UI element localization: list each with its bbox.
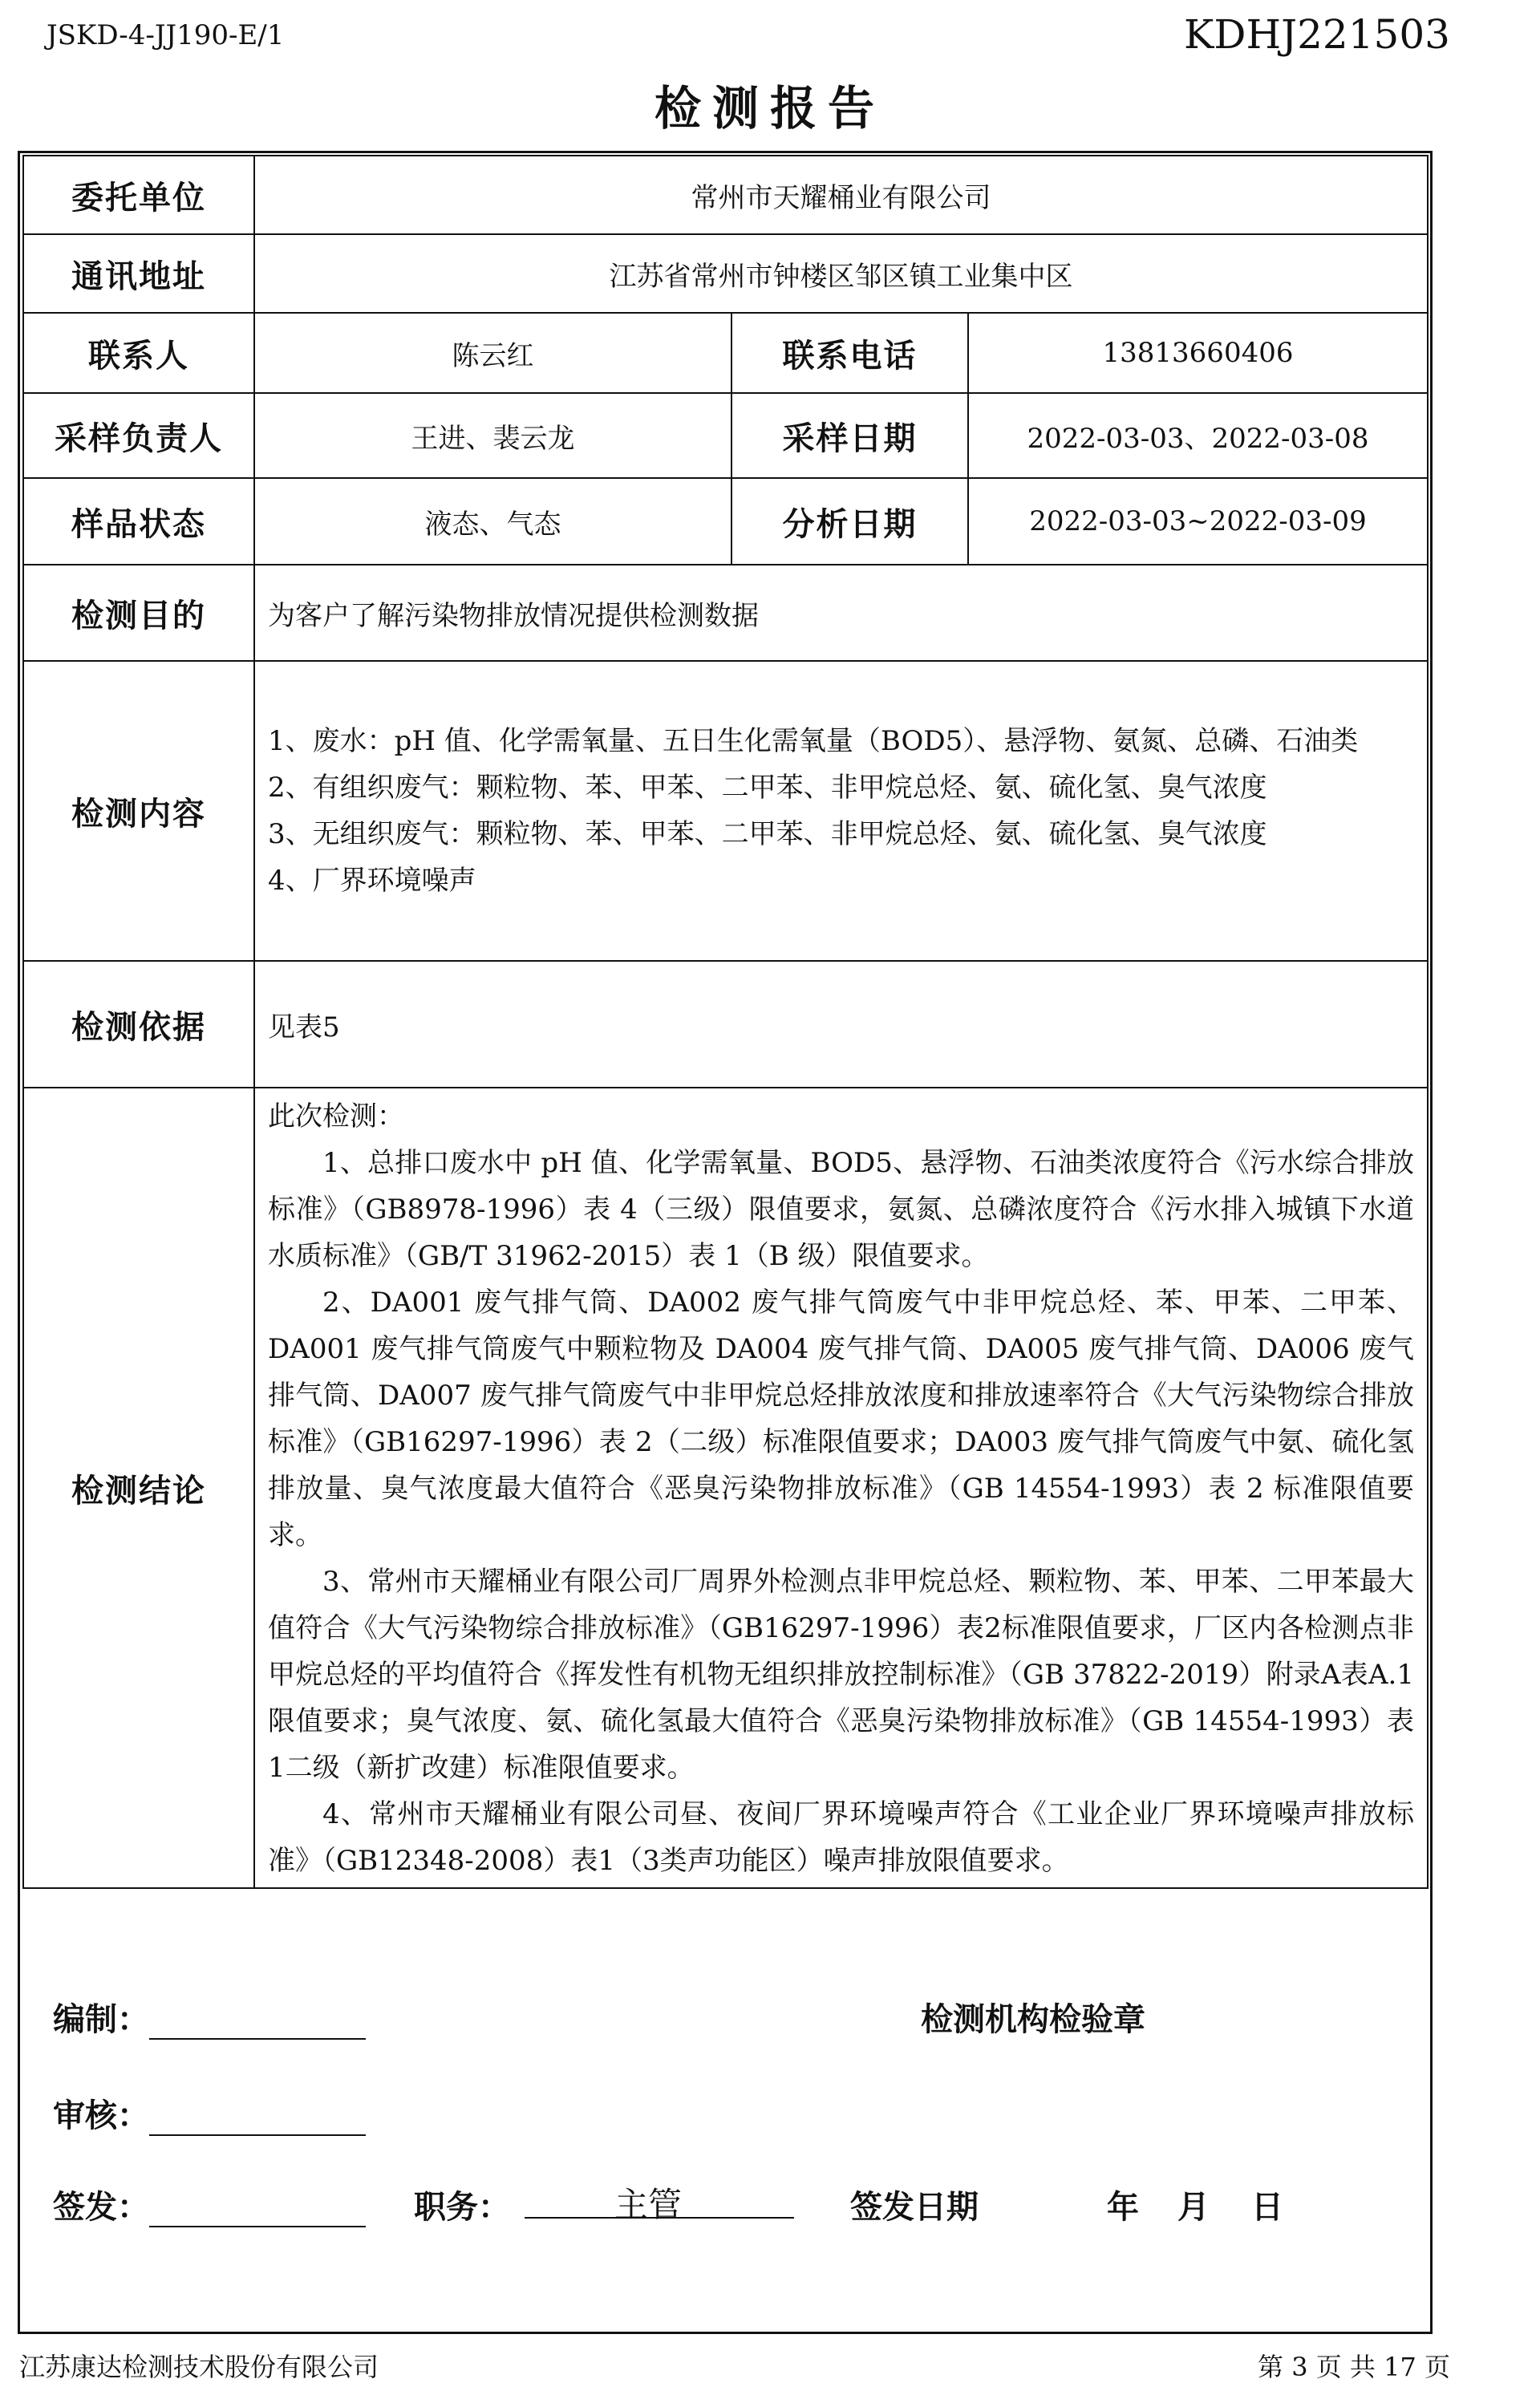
content-line: 3、无组织废气：颗粒物、苯、甲苯、二甲苯、非甲烷总烃、氨、硫化氢、臭气浓度	[268, 818, 1267, 850]
issued-signature-line	[149, 2190, 366, 2227]
basis-row	[23, 961, 1428, 1088]
sampling-date-label: 采样日期	[732, 393, 968, 478]
conclusion-row	[23, 1088, 1428, 1888]
page-title: 检测报告	[654, 81, 886, 136]
client-value: 常州市天耀桶业有限公司	[254, 156, 1428, 234]
sampler-label: 采样负责人	[23, 393, 254, 478]
footer-page-info: 第 3 页 共 17 页	[1258, 2352, 1450, 2382]
client-row	[23, 156, 1428, 234]
contact-row	[23, 313, 1428, 393]
sample-state-row	[23, 478, 1428, 565]
conclusion-label: 检测结论	[23, 1088, 254, 1888]
issued-label: 签发：	[53, 2189, 149, 2226]
sampling-date-value: 2022-03-03、2022-03-08	[968, 393, 1428, 478]
year-label: 年	[1107, 2189, 1139, 2226]
report-table	[22, 155, 1429, 1889]
contact-label: 联系人	[23, 313, 254, 393]
conclusion-paragraph: 1、总排口废水中 pH 值、化学需氧量、BOD5、悬浮物、石油类浓度符合《污水综合排放标准》（GB8978-1996）表 4（三级）限值要求，氨氮、总磷浓度符合《污水排入城镇下水道水质标准》（GB/T 31962-2015）表 1（B 级）限值要求。	[268, 1147, 1414, 1272]
content-line: 2、有组织废气：颗粒物、苯、甲苯、二甲苯、非甲烷总烃、氨、硫化氢、臭气浓度	[268, 772, 1267, 804]
day-label: 日	[1251, 2189, 1283, 2226]
sampler-value: 王进、裴云龙	[254, 393, 732, 478]
issued-by	[53, 2182, 366, 2227]
report-number: KDHJ221503	[1184, 11, 1450, 58]
purpose-value: 为客户了解污染物排放情况提供检测数据	[254, 565, 1428, 661]
address-label: 通讯地址	[23, 234, 254, 313]
phone-value: 13813660406	[968, 313, 1428, 393]
content-cell	[254, 661, 1428, 961]
compiled-by	[53, 1994, 366, 2040]
content-line: 1、废水：pH 值、化学需氧量、五日生化需氧量（BOD5）、悬浮物、氨氮、总磷、石油类	[268, 725, 1359, 757]
contact-value: 陈云红	[254, 313, 732, 393]
position-value: 主管	[614, 2185, 683, 2224]
reviewed-signature-line	[149, 2099, 366, 2136]
seal-label: 检测机构检验章	[921, 2001, 1145, 2038]
conclusion-intro: 此次检测：	[268, 1100, 404, 1133]
content-row	[23, 661, 1428, 961]
compiled-signature-line	[149, 2003, 366, 2040]
month-label: 月	[1177, 2189, 1210, 2226]
reviewed-by	[53, 2090, 366, 2136]
sampler-row	[23, 393, 1428, 478]
compiled-label: 编制：	[53, 2001, 149, 2038]
sample-state-value: 液态、气态	[254, 478, 732, 565]
reviewed-label: 审核：	[53, 2097, 149, 2134]
position-label: 职务：	[414, 2189, 510, 2226]
document-code: JSKD-4-JJ190-E/1	[47, 19, 285, 51]
sample-state-label: 样品状态	[23, 478, 254, 565]
conclusion-paragraph: 3、常州市天耀桶业有限公司厂周界外检测点非甲烷总烃、颗粒物、苯、甲苯、二甲苯最大值符合《大气污染物综合排放标准》（GB16297-1996）表2标准限值要求，厂区内各检测点非甲烷总烃的平均值符合《挥发性有机物无组织排放控制标准》（GB 37822-2019）附录A表A.1限值要求；臭气浓度、氨、硫化氢最大值符合《恶臭污染物排放标准》（GB 14554-1993）表1二级（新扩改建）标准限值要求。	[268, 1566, 1414, 1784]
conclusion-paragraph: 2、DA001 废气排气筒、DA002 废气排气筒废气中非甲烷总烃、苯、甲苯、二甲苯、DA001 废气排气筒废气中颗粒物及 DA004 废气排气筒、DA005 废气排气筒、DA006 废气排气筒、DA007 废气排气筒废气中非甲烷总烃排放浓度和排放速率符合《大气污染物综合排放标准》（GB16297-1996）表 2（二级）标准限值要求；DA003 废气排气筒废气中氨、硫化氢排放量、臭气浓度最大值符合《恶臭污染物排放标准》（GB 14554-1993）表 2 标准限值要求。	[268, 1287, 1414, 1551]
purpose-row	[23, 565, 1428, 661]
analysis-date-label: 分析日期	[732, 478, 968, 565]
basis-label: 检测依据	[23, 961, 254, 1088]
client-label: 委托单位	[23, 156, 254, 234]
issue-date-label: 签发日期	[850, 2189, 979, 2226]
content-line: 4、厂界环境噪声	[268, 865, 476, 897]
analysis-date-value: 2022-03-03~2022-03-09	[968, 478, 1428, 565]
conclusion-paragraph: 4、常州市天耀桶业有限公司昼、夜间厂界环境噪声符合《工业企业厂界环境噪声排放标准》（GB12348-2008）表1（3类声功能区）噪声排放限值要求。	[268, 1798, 1414, 1877]
basis-value: 见表5	[254, 961, 1428, 1088]
phone-label: 联系电话	[732, 313, 968, 393]
address-value: 江苏省常州市钟楼区邹区镇工业集中区	[254, 234, 1428, 313]
footer-company: 江苏康达检测技术股份有限公司	[19, 2352, 379, 2382]
purpose-label: 检测目的	[23, 565, 254, 661]
conclusion-cell	[254, 1088, 1428, 1888]
address-row	[23, 234, 1428, 313]
content-label: 检测内容	[23, 661, 254, 961]
